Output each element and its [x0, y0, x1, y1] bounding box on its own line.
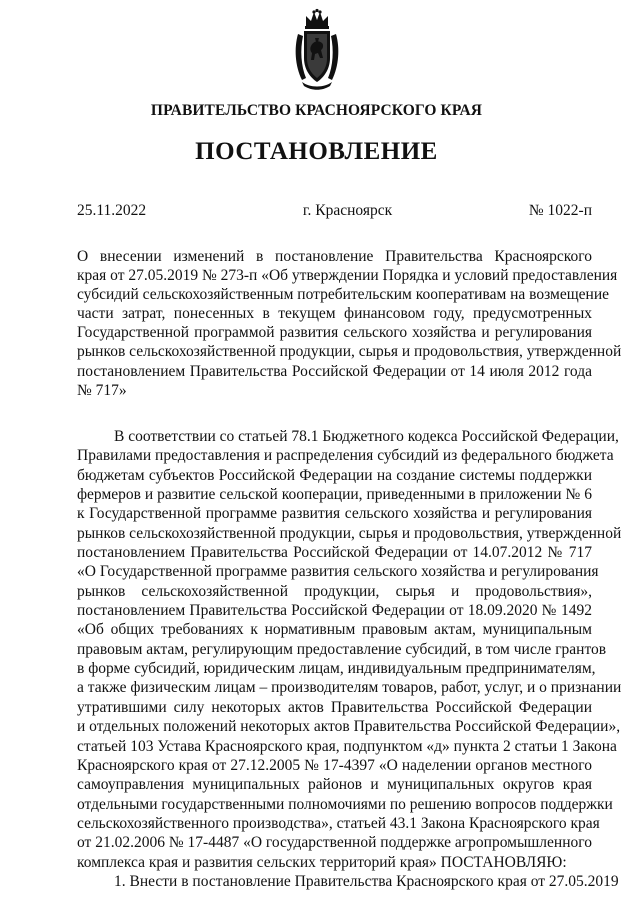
subject-line: О внесении изменений в постановление Правительства Красноярского: [77, 248, 592, 265]
body-line: рынков сельскохозяйственной продукции, сырья и продовольствия»,: [77, 582, 592, 600]
body-line: отдельными государственными полномочиями по решению вопросов поддержки: [77, 795, 613, 813]
body-line: фермеров и развитие сельской кооперации, приведенными в приложении № 6: [77, 486, 592, 504]
body-line: В соответствии со статьей 78.1 Бюджетного кодекса Российской Федерации,: [114, 428, 619, 445]
body-line: утратившими силу некоторых актов Правительства Российской Федерации: [77, 698, 592, 716]
government-name: ПРАВИТЕЛЬСТВО КРАСНОЯРСКОГО КРАЯ: [150, 102, 483, 119]
body-line: самоуправления муниципальных районов и муниципальных округов края: [77, 776, 592, 794]
body-line: Правилами предоставления и распределения субсидий из федерального бюджета: [77, 447, 614, 465]
subject-line: № 717»: [77, 381, 127, 399]
document-meta-row: [77, 202, 592, 220]
resolution-subject: [77, 247, 622, 400]
body-line: а также физическим лицам – производителям товаров, работ, услуг, и о признании: [77, 679, 622, 697]
body-line: 1. Внести в постановление Правительства Красноярского края от 27.05.2019: [114, 872, 619, 890]
body-line: от 21.02.2006 № 17-4487 «О государственной поддержке агропромышленного: [77, 834, 592, 852]
body-line: правовым актам, регулирующим предоставление субсидий, в том числе грантов: [77, 640, 607, 658]
body-line: Красноярского края от 27.12.2005 № 17-4397 «О наделении органов местного: [77, 756, 592, 774]
subject-line: субсидий сельскохозяйственным потребительским кооперативам на возмещение: [77, 286, 610, 304]
coat-of-arms-icon: [292, 8, 342, 92]
body-line: «О Государственной программе развития сельского хозяйства и регулирования: [77, 563, 599, 581]
subject-line: рынков сельскохозяйственной продукции, сырья и продовольствия, утвержденной: [77, 343, 622, 361]
body-line: комплекса края и развития сельских территорий края» ПОСТАНОВЛЯЮ:: [77, 853, 567, 871]
body-line: и отдельных положений некоторых актов Правительства Российской Федерации»,: [77, 718, 621, 736]
document-date: 25.11.2022: [77, 202, 147, 219]
document-type-title: ПОСТАНОВЛЕНИЕ: [195, 138, 438, 165]
body-line: рынков сельскохозяйственной продукции, сырья и продовольствия, утвержденной: [77, 524, 622, 542]
body-line: «Об общих требованиях к нормативным правовым актам, муниципальным: [77, 621, 592, 639]
resolution-body: [77, 427, 622, 891]
body-line: сельскохозяйственного производства», статьей 43.1 Закона Красноярского края: [77, 814, 600, 832]
body-line: постановлением Правительства Российской Федерации от 14.07.2012 № 717: [77, 544, 592, 562]
body-line: к Государственной программе развития сельского хозяйства и регулирования: [77, 505, 592, 523]
subject-line: края от 27.05.2019 № 273-п «Об утверждении Порядка и условий предоставления: [77, 267, 618, 285]
document-city: г. Красноярск: [302, 202, 393, 219]
document-number: № 1022-п: [528, 202, 592, 219]
body-line: статьей 103 Устава Красноярского края, подпунктом «д» пункта 2 статьи 1 Закона: [77, 737, 617, 755]
subject-line: постановлением Правительства Российской Федерации от 14 июля 2012 года: [77, 362, 592, 380]
subject-line: Государственной программой развития сельского хозяйства и регулирования: [77, 324, 592, 342]
body-line: в форме субсидий, юридическим лицам, индивидуальным предпринимателям,: [77, 660, 596, 678]
subject-line: части затрат, понесенных в текущем финансовом году, предусмотренных: [77, 305, 592, 323]
body-line: бюджетам субъектов Российской Федерации на создание системы поддержки: [77, 466, 592, 484]
body-line: постановлением Правительства Российской Федерации от 18.09.2020 № 1492: [77, 602, 592, 620]
